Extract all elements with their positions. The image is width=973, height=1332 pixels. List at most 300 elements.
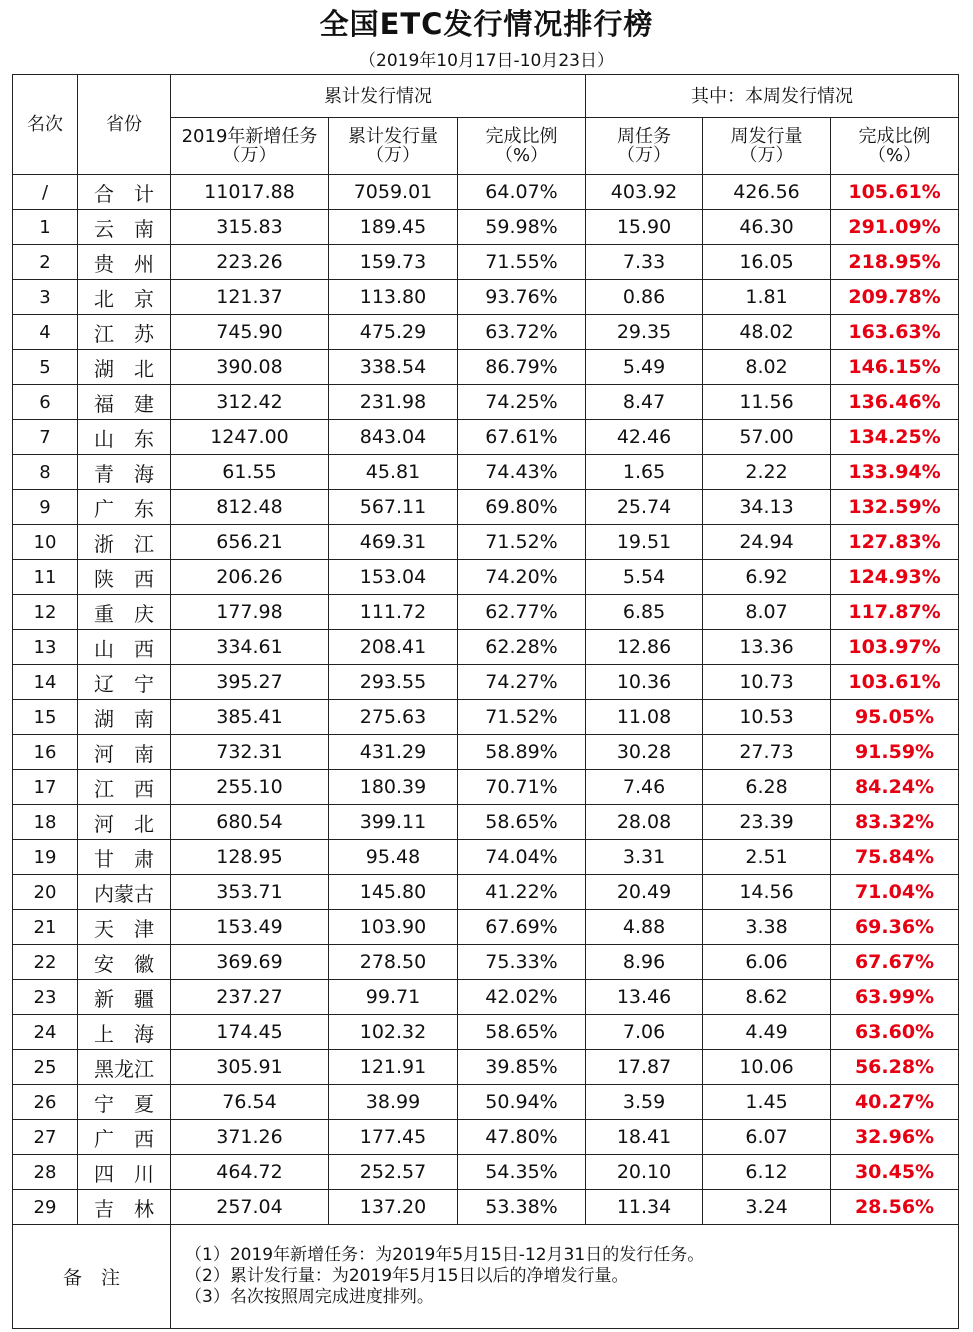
province-cell: 江 苏 (78, 315, 171, 350)
table-row (13, 1155, 959, 1190)
province-cell: 浙 江 (78, 525, 171, 560)
annual-task-cell: 257.04 (171, 1190, 329, 1225)
weekly-task-cell: 1.65 (586, 455, 703, 490)
rank-cell: 22 (13, 945, 78, 980)
weekly-ratio-cell: 117.87% (831, 595, 959, 630)
annual-task-cell: 312.42 (171, 385, 329, 420)
annual-task-cell: 334.61 (171, 630, 329, 665)
cumulative-issued-cell: 475.29 (329, 315, 458, 350)
weekly-issued-cell: 24.94 (703, 525, 831, 560)
weekly-task-cell: 6.85 (586, 595, 703, 630)
province-cell: 新 疆 (78, 980, 171, 1015)
weekly-task-cell: 7.46 (586, 770, 703, 805)
header-column-line: 周发行量 (730, 126, 803, 147)
rank-cell: 2 (13, 245, 78, 280)
cumulative-issued-cell: 567.11 (329, 490, 458, 525)
weekly-ratio-cell: 63.99% (831, 980, 959, 1015)
header-column-line: （万） (617, 145, 672, 166)
cumulative-ratio-cell: 54.35% (458, 1155, 586, 1190)
header-province: 省份 (78, 75, 171, 175)
province-cell: 内蒙古 (78, 875, 171, 910)
cumulative-issued-cell: 153.04 (329, 560, 458, 595)
cumulative-issued-cell: 293.55 (329, 665, 458, 700)
weekly-task-cell: 5.54 (586, 560, 703, 595)
header-group-cumulative: 累计发行情况 (171, 75, 586, 118)
weekly-issued-cell: 13.36 (703, 630, 831, 665)
cumulative-issued-cell: 231.98 (329, 385, 458, 420)
province-cell: 天 津 (78, 910, 171, 945)
cumulative-ratio-cell: 63.72% (458, 315, 586, 350)
rank-cell: 10 (13, 525, 78, 560)
annual-task-cell: 315.83 (171, 210, 329, 245)
weekly-issued-cell: 8.02 (703, 350, 831, 385)
rank-cell: 25 (13, 1050, 78, 1085)
province-cell: 吉 林 (78, 1190, 171, 1225)
rank-cell: 12 (13, 595, 78, 630)
rank-cell: 6 (13, 385, 78, 420)
table-row (13, 875, 959, 910)
annual-task-cell: 464.72 (171, 1155, 329, 1190)
annual-task-cell: 1247.00 (171, 420, 329, 455)
notes-row (13, 1225, 959, 1329)
rank-cell: 4 (13, 315, 78, 350)
province-cell: 湖 南 (78, 700, 171, 735)
cumulative-ratio-cell: 67.69% (458, 910, 586, 945)
weekly-issued-cell: 23.39 (703, 805, 831, 840)
cumulative-issued-cell: 7059.01 (329, 175, 458, 210)
weekly-task-cell: 0.86 (586, 280, 703, 315)
province-cell: 河 南 (78, 735, 171, 770)
province-cell: 安 徽 (78, 945, 171, 980)
weekly-task-cell: 28.08 (586, 805, 703, 840)
rank-cell: 1 (13, 210, 78, 245)
weekly-issued-cell: 6.12 (703, 1155, 831, 1190)
weekly-task-cell: 20.49 (586, 875, 703, 910)
cumulative-issued-cell: 469.31 (329, 525, 458, 560)
annual-task-cell: 237.27 (171, 980, 329, 1015)
table-row (13, 455, 959, 490)
weekly-ratio-cell: 69.36% (831, 910, 959, 945)
weekly-task-cell: 3.31 (586, 840, 703, 875)
weekly-ratio-cell: 105.61% (831, 175, 959, 210)
header-column-line: 完成比例 (485, 126, 558, 147)
table-row (13, 280, 959, 315)
header-column-line: （万） (739, 145, 794, 166)
table-row (13, 735, 959, 770)
province-cell: 青 海 (78, 455, 171, 490)
province-cell: 宁 夏 (78, 1085, 171, 1120)
page-title: 全国ETC发行情况排行榜 (319, 7, 654, 41)
cumulative-ratio-cell: 59.98% (458, 210, 586, 245)
table-row (13, 1085, 959, 1120)
cumulative-issued-cell: 45.81 (329, 455, 458, 490)
cumulative-issued-cell: 843.04 (329, 420, 458, 455)
weekly-issued-cell: 2.51 (703, 840, 831, 875)
province-cell: 上 海 (78, 1015, 171, 1050)
cumulative-ratio-cell: 93.76% (458, 280, 586, 315)
weekly-ratio-cell: 133.94% (831, 455, 959, 490)
cumulative-issued-cell: 399.11 (329, 805, 458, 840)
weekly-ratio-cell: 28.56% (831, 1190, 959, 1225)
table-row (13, 350, 959, 385)
province-cell: 甘 肃 (78, 840, 171, 875)
annual-task-cell: 745.90 (171, 315, 329, 350)
cumulative-ratio-cell: 86.79% (458, 350, 586, 385)
weekly-ratio-cell: 132.59% (831, 490, 959, 525)
annual-task-cell: 305.91 (171, 1050, 329, 1085)
annual-task-cell: 395.27 (171, 665, 329, 700)
weekly-task-cell: 25.74 (586, 490, 703, 525)
weekly-ratio-cell: 291.09% (831, 210, 959, 245)
table-row (13, 560, 959, 595)
header-column (329, 118, 458, 175)
weekly-ratio-cell: 32.96% (831, 1120, 959, 1155)
cumulative-issued-cell: 431.29 (329, 735, 458, 770)
weekly-ratio-cell: 103.61% (831, 665, 959, 700)
cumulative-ratio-cell: 58.65% (458, 1015, 586, 1050)
table-row (13, 945, 959, 980)
weekly-issued-cell: 10.53 (703, 700, 831, 735)
header-group-weekly: 其中：本周发行情况 (586, 75, 959, 118)
annual-task-cell: 255.10 (171, 770, 329, 805)
weekly-ratio-cell: 91.59% (831, 735, 959, 770)
weekly-ratio-cell: 163.63% (831, 315, 959, 350)
cumulative-issued-cell: 95.48 (329, 840, 458, 875)
weekly-issued-cell: 46.30 (703, 210, 831, 245)
table-row (13, 315, 959, 350)
weekly-task-cell: 5.49 (586, 350, 703, 385)
table-row (13, 770, 959, 805)
weekly-ratio-cell: 56.28% (831, 1050, 959, 1085)
annual-task-cell: 732.31 (171, 735, 329, 770)
header-column (703, 118, 831, 175)
weekly-task-cell: 12.86 (586, 630, 703, 665)
cumulative-ratio-cell: 71.52% (458, 700, 586, 735)
weekly-issued-cell: 34.13 (703, 490, 831, 525)
header-column-line: （%） (867, 145, 922, 166)
header-column-line: （万） (366, 145, 420, 166)
rank-cell: 7 (13, 420, 78, 455)
weekly-task-cell: 18.41 (586, 1120, 703, 1155)
header-column-line: 周任务 (617, 126, 672, 147)
weekly-issued-cell: 27.73 (703, 735, 831, 770)
cumulative-issued-cell: 177.45 (329, 1120, 458, 1155)
province-cell: 江 西 (78, 770, 171, 805)
table-row (13, 980, 959, 1015)
annual-task-cell: 174.45 (171, 1015, 329, 1050)
cumulative-issued-cell: 145.80 (329, 875, 458, 910)
date-range-subtitle: （2019年10月17日-10月23日） (359, 51, 614, 71)
table-row (13, 665, 959, 700)
weekly-issued-cell: 6.28 (703, 770, 831, 805)
rank-cell: 11 (13, 560, 78, 595)
annual-task-cell: 223.26 (171, 245, 329, 280)
header-column (831, 118, 959, 175)
cumulative-ratio-cell: 74.04% (458, 840, 586, 875)
weekly-task-cell: 42.46 (586, 420, 703, 455)
table-row (13, 420, 959, 455)
rank-cell: 8 (13, 455, 78, 490)
cumulative-issued-cell: 159.73 (329, 245, 458, 280)
province-cell: 陕 西 (78, 560, 171, 595)
rank-cell: 3 (13, 280, 78, 315)
weekly-ratio-cell: 103.97% (831, 630, 959, 665)
weekly-task-cell: 4.88 (586, 910, 703, 945)
weekly-task-cell: 8.47 (586, 385, 703, 420)
rank-cell: 23 (13, 980, 78, 1015)
annual-task-cell: 76.54 (171, 1085, 329, 1120)
annual-task-cell: 353.71 (171, 875, 329, 910)
weekly-task-cell: 7.06 (586, 1015, 703, 1050)
province-cell: 山 东 (78, 420, 171, 455)
cumulative-issued-cell: 180.39 (329, 770, 458, 805)
weekly-ratio-cell: 134.25% (831, 420, 959, 455)
province-cell: 四 川 (78, 1155, 171, 1190)
rank-cell: 15 (13, 700, 78, 735)
cumulative-ratio-cell: 74.43% (458, 455, 586, 490)
cumulative-ratio-cell: 42.02% (458, 980, 586, 1015)
weekly-issued-cell: 6.07 (703, 1120, 831, 1155)
cumulative-issued-cell: 102.32 (329, 1015, 458, 1050)
weekly-task-cell: 403.92 (586, 175, 703, 210)
weekly-issued-cell: 14.56 (703, 875, 831, 910)
cumulative-ratio-cell: 74.25% (458, 385, 586, 420)
weekly-task-cell: 11.08 (586, 700, 703, 735)
cumulative-issued-cell: 111.72 (329, 595, 458, 630)
weekly-ratio-cell: 218.95% (831, 245, 959, 280)
table-row (13, 1015, 959, 1050)
weekly-ratio-cell: 146.15% (831, 350, 959, 385)
table-row (13, 525, 959, 560)
weekly-task-cell: 11.34 (586, 1190, 703, 1225)
province-cell: 合 计 (78, 175, 171, 210)
weekly-ratio-cell: 127.83% (831, 525, 959, 560)
cumulative-ratio-cell: 47.80% (458, 1120, 586, 1155)
province-cell: 北 京 (78, 280, 171, 315)
table-row (13, 630, 959, 665)
cumulative-issued-cell: 38.99 (329, 1085, 458, 1120)
province-cell: 重 庆 (78, 595, 171, 630)
cumulative-ratio-cell: 75.33% (458, 945, 586, 980)
rank-cell: 29 (13, 1190, 78, 1225)
cumulative-issued-cell: 208.41 (329, 630, 458, 665)
table-row (13, 595, 959, 630)
weekly-ratio-cell: 84.24% (831, 770, 959, 805)
weekly-task-cell: 13.46 (586, 980, 703, 1015)
weekly-ratio-cell: 75.84% (831, 840, 959, 875)
table-row (13, 1050, 959, 1085)
weekly-issued-cell: 8.62 (703, 980, 831, 1015)
annual-task-cell: 812.48 (171, 490, 329, 525)
weekly-task-cell: 3.59 (586, 1085, 703, 1120)
annual-task-cell: 680.54 (171, 805, 329, 840)
cumulative-ratio-cell: 39.85% (458, 1050, 586, 1085)
cumulative-issued-cell: 103.90 (329, 910, 458, 945)
province-cell: 河 北 (78, 805, 171, 840)
note-line: （1）2019年新增任务：为2019年5月15日-12月31日的发行任务。 (185, 1245, 705, 1265)
cumulative-issued-cell: 113.80 (329, 280, 458, 315)
province-cell: 广 西 (78, 1120, 171, 1155)
weekly-issued-cell: 10.06 (703, 1050, 831, 1085)
table-row (13, 1120, 959, 1155)
rank-cell: 21 (13, 910, 78, 945)
weekly-ratio-cell: 40.27% (831, 1085, 959, 1120)
province-cell: 辽 宁 (78, 665, 171, 700)
annual-task-cell: 369.69 (171, 945, 329, 980)
weekly-issued-cell: 57.00 (703, 420, 831, 455)
notes-label: 备 注 (13, 1225, 171, 1329)
weekly-issued-cell: 3.38 (703, 910, 831, 945)
weekly-issued-cell: 11.56 (703, 385, 831, 420)
cumulative-ratio-cell: 62.77% (458, 595, 586, 630)
cumulative-ratio-cell: 71.52% (458, 525, 586, 560)
province-cell: 湖 北 (78, 350, 171, 385)
cumulative-issued-cell: 121.91 (329, 1050, 458, 1085)
annual-task-cell: 390.08 (171, 350, 329, 385)
province-cell: 山 西 (78, 630, 171, 665)
table-row (13, 1190, 959, 1225)
cumulative-ratio-cell: 62.28% (458, 630, 586, 665)
rank-cell: 26 (13, 1085, 78, 1120)
cumulative-ratio-cell: 74.20% (458, 560, 586, 595)
weekly-ratio-cell: 71.04% (831, 875, 959, 910)
weekly-task-cell: 20.10 (586, 1155, 703, 1190)
cumulative-issued-cell: 99.71 (329, 980, 458, 1015)
cumulative-ratio-cell: 41.22% (458, 875, 586, 910)
header-column (586, 118, 703, 175)
rank-cell: 28 (13, 1155, 78, 1190)
annual-task-cell: 385.41 (171, 700, 329, 735)
table-row (13, 805, 959, 840)
note-line: （3）名次按照周完成进度排列。 (185, 1287, 434, 1307)
province-cell: 广 东 (78, 490, 171, 525)
cumulative-ratio-cell: 58.65% (458, 805, 586, 840)
weekly-ratio-cell: 30.45% (831, 1155, 959, 1190)
weekly-issued-cell: 1.81 (703, 280, 831, 315)
weekly-ratio-cell: 209.78% (831, 280, 959, 315)
cumulative-issued-cell: 275.63 (329, 700, 458, 735)
cumulative-ratio-cell: 70.71% (458, 770, 586, 805)
annual-task-cell: 61.55 (171, 455, 329, 490)
header-group-row (13, 75, 959, 118)
weekly-issued-cell: 6.06 (703, 945, 831, 980)
table-row (13, 700, 959, 735)
weekly-task-cell: 8.96 (586, 945, 703, 980)
cumulative-ratio-cell: 53.38% (458, 1190, 586, 1225)
rank-cell: 13 (13, 630, 78, 665)
rank-cell: 14 (13, 665, 78, 700)
weekly-issued-cell: 48.02 (703, 315, 831, 350)
etc-ranking-table (12, 74, 959, 1329)
table-body (13, 175, 959, 1225)
table-row (13, 490, 959, 525)
cumulative-ratio-cell: 74.27% (458, 665, 586, 700)
header-column (171, 118, 329, 175)
annual-task-cell: 206.26 (171, 560, 329, 595)
weekly-issued-cell: 4.49 (703, 1015, 831, 1050)
annual-task-cell: 177.98 (171, 595, 329, 630)
cumulative-ratio-cell: 50.94% (458, 1085, 586, 1120)
weekly-task-cell: 15.90 (586, 210, 703, 245)
weekly-issued-cell: 2.22 (703, 455, 831, 490)
rank-cell: 20 (13, 875, 78, 910)
rank-cell: 27 (13, 1120, 78, 1155)
header-column-line: （万） (222, 145, 277, 166)
header-column (458, 118, 586, 175)
header-column-line: 完成比例 (858, 126, 931, 147)
province-cell: 云 南 (78, 210, 171, 245)
annual-task-cell: 153.49 (171, 910, 329, 945)
header-rank: 名次 (13, 75, 78, 175)
cumulative-issued-cell: 338.54 (329, 350, 458, 385)
cumulative-ratio-cell: 71.55% (458, 245, 586, 280)
cumulative-ratio-cell: 64.07% (458, 175, 586, 210)
weekly-issued-cell: 16.05 (703, 245, 831, 280)
cumulative-ratio-cell: 58.89% (458, 735, 586, 770)
rank-cell: 18 (13, 805, 78, 840)
rank-cell: 24 (13, 1015, 78, 1050)
weekly-task-cell: 19.51 (586, 525, 703, 560)
weekly-ratio-cell: 67.67% (831, 945, 959, 980)
note-line: （2）累计发行量：为2019年5月15日以后的净增发行量。 (185, 1266, 629, 1286)
header-column-line: （%） (494, 145, 549, 166)
annual-task-cell: 121.37 (171, 280, 329, 315)
annual-task-cell: 656.21 (171, 525, 329, 560)
header-column-line: 累计发行量 (348, 126, 438, 147)
weekly-task-cell: 29.35 (586, 315, 703, 350)
weekly-task-cell: 30.28 (586, 735, 703, 770)
annual-task-cell: 371.26 (171, 1120, 329, 1155)
weekly-issued-cell: 3.24 (703, 1190, 831, 1225)
table-row (13, 210, 959, 245)
weekly-issued-cell: 10.73 (703, 665, 831, 700)
header-column-line: 2019年新增任务 (181, 126, 318, 147)
rank-cell: 5 (13, 350, 78, 385)
province-cell: 黑龙江 (78, 1050, 171, 1085)
weekly-ratio-cell: 83.32% (831, 805, 959, 840)
weekly-ratio-cell: 63.60% (831, 1015, 959, 1050)
weekly-task-cell: 7.33 (586, 245, 703, 280)
weekly-task-cell: 17.87 (586, 1050, 703, 1085)
rank-cell: 19 (13, 840, 78, 875)
rank-cell: / (13, 175, 78, 210)
cumulative-issued-cell: 252.57 (329, 1155, 458, 1190)
weekly-issued-cell: 1.45 (703, 1085, 831, 1120)
weekly-ratio-cell: 136.46% (831, 385, 959, 420)
rank-cell: 16 (13, 735, 78, 770)
rank-cell: 9 (13, 490, 78, 525)
table-row (13, 840, 959, 875)
notes-cell (171, 1225, 959, 1329)
cumulative-issued-cell: 137.20 (329, 1190, 458, 1225)
weekly-issued-cell: 8.07 (703, 595, 831, 630)
table-row (13, 175, 959, 210)
cumulative-issued-cell: 189.45 (329, 210, 458, 245)
province-cell: 福 建 (78, 385, 171, 420)
table-row (13, 245, 959, 280)
cumulative-ratio-cell: 69.80% (458, 490, 586, 525)
table-row (13, 910, 959, 945)
cumulative-ratio-cell: 67.61% (458, 420, 586, 455)
annual-task-cell: 11017.88 (171, 175, 329, 210)
cumulative-issued-cell: 278.50 (329, 945, 458, 980)
weekly-ratio-cell: 95.05% (831, 700, 959, 735)
annual-task-cell: 128.95 (171, 840, 329, 875)
weekly-issued-cell: 426.56 (703, 175, 831, 210)
weekly-issued-cell: 6.92 (703, 560, 831, 595)
table-row (13, 385, 959, 420)
weekly-task-cell: 10.36 (586, 665, 703, 700)
